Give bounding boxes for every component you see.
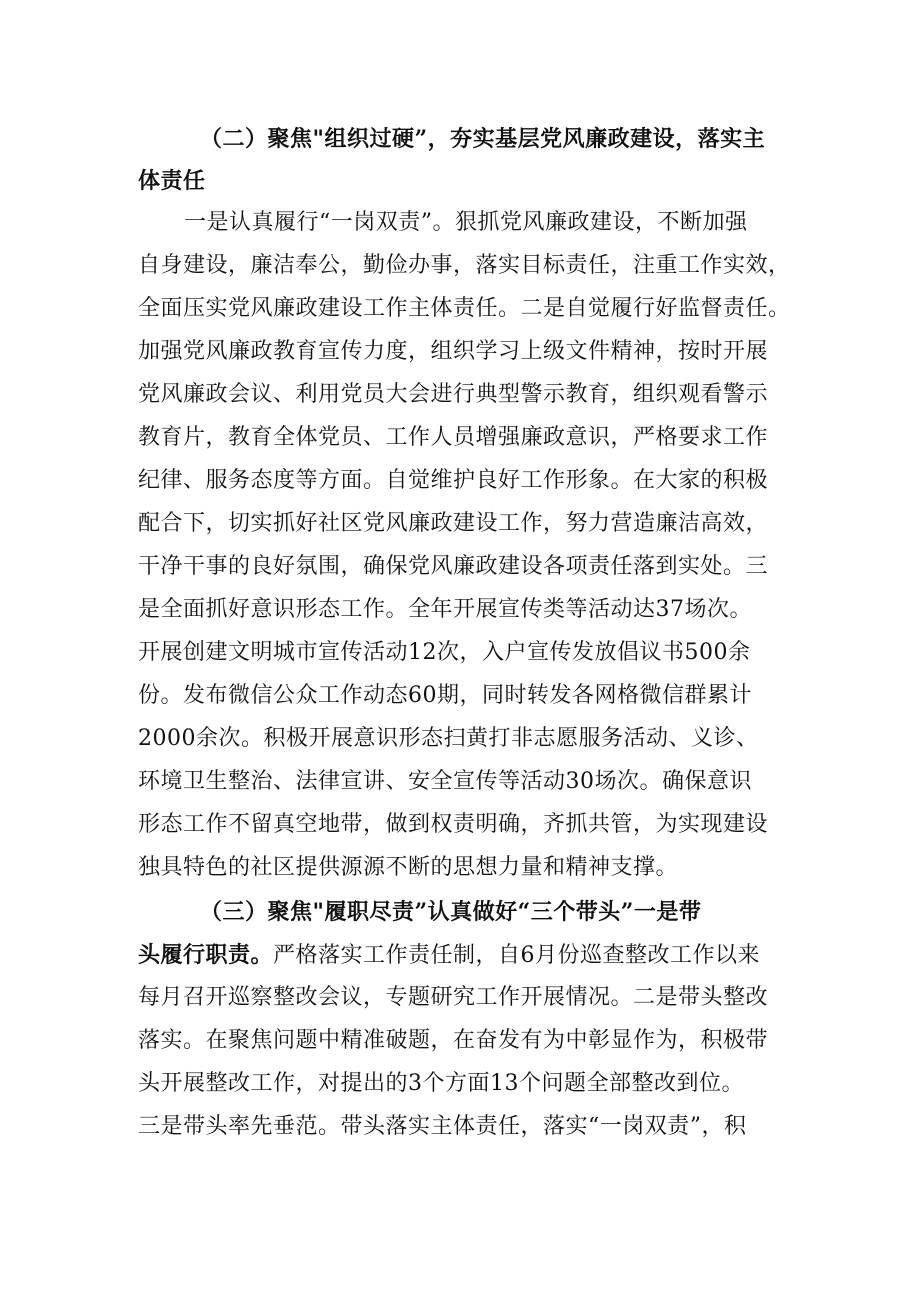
body-line: 环境卫生整治、法律宣讲、安全宣传等活动30场次。确保意识 bbox=[138, 769, 752, 794]
body-line: 是全面抓好意识形态工作。全年开展宣传类等活动达37场次。 bbox=[138, 597, 752, 622]
body-line: 纪律、服务态度等方面。自觉维护良好工作形象。在大家的积极 bbox=[138, 468, 769, 493]
body-line: 份。发布微信公众工作动态60期，同时转发各网格微信群累计 bbox=[138, 683, 752, 708]
section2-heading-line2: 体责任 bbox=[138, 168, 206, 194]
section3-heading-rest: 严格落实工作责任制，自6月份巡查整改工作以来 bbox=[273, 943, 761, 968]
body-line: 头开展整改工作，对提出的3个方面13个问题全部整改到位。 bbox=[138, 1071, 744, 1096]
section2-heading-line1: （二）聚焦"组织过硬”，夯实基层党风廉政建设，落实主 bbox=[200, 126, 766, 152]
body-line: 三是带头率先垂范。带头落实主体责任，落实“一岗双责”，积 bbox=[138, 1114, 747, 1139]
body-line: 开展创建文明城市宣传活动12次，入户宣传发放倡议书500余 bbox=[138, 640, 751, 665]
body-line: 独具特色的社区提供源源不断的思想力量和精神支撑。 bbox=[138, 855, 679, 880]
body-line: 落实。在聚焦问题中精准破题，在奋发有为中彰显作为，积极带 bbox=[138, 1028, 769, 1053]
body-line: 形态工作不留真空地带，做到权责明确，齐抓共管，为实现建设 bbox=[138, 812, 769, 837]
body-line: 加强党风廉政教育宣传力度，组织学习上级文件精神，按时开展 bbox=[138, 339, 769, 364]
body-line: 党风廉政会议、利用党员大会进行典型警示教育，组织观看警示 bbox=[138, 382, 769, 407]
body-line: 干净干事的良好氛围，确保党风廉政建设各项责任落到实处。三 bbox=[138, 554, 769, 579]
section3-heading-line2 bbox=[138, 940, 760, 971]
section3-heading-bold-part: 头履行职责。 bbox=[138, 942, 274, 968]
body-line: 2000余次。积极开展意识形态扫黄打非志愿服务活动、义诊、 bbox=[138, 726, 759, 751]
body-line: 全面压实党风廉政建设工作主体责任。二是自觉履行好监督责任。 bbox=[138, 296, 791, 321]
body-line: 教育片，教育全体党员、工作人员增强廉政意识，严格要求工作 bbox=[138, 425, 769, 450]
body-line: 一是认真履行“一岗双责”。狠抓党风廉政建设，不断加强 bbox=[184, 210, 748, 235]
section3-heading-line1: （三）聚焦"履职尽责”认真做好“三个带头”一是带 bbox=[200, 899, 702, 925]
body-line: 每月召开巡察整改会议，专题研究工作开展情况。二是带头整改 bbox=[138, 985, 769, 1010]
body-line: 配合下，切实抓好社区党风廉政建设工作，努力营造廉洁高效， bbox=[138, 511, 769, 536]
body-line: 自身建设，廉洁奉公，勤俭办事，落实目标责任，注重工作实效， bbox=[138, 253, 791, 278]
